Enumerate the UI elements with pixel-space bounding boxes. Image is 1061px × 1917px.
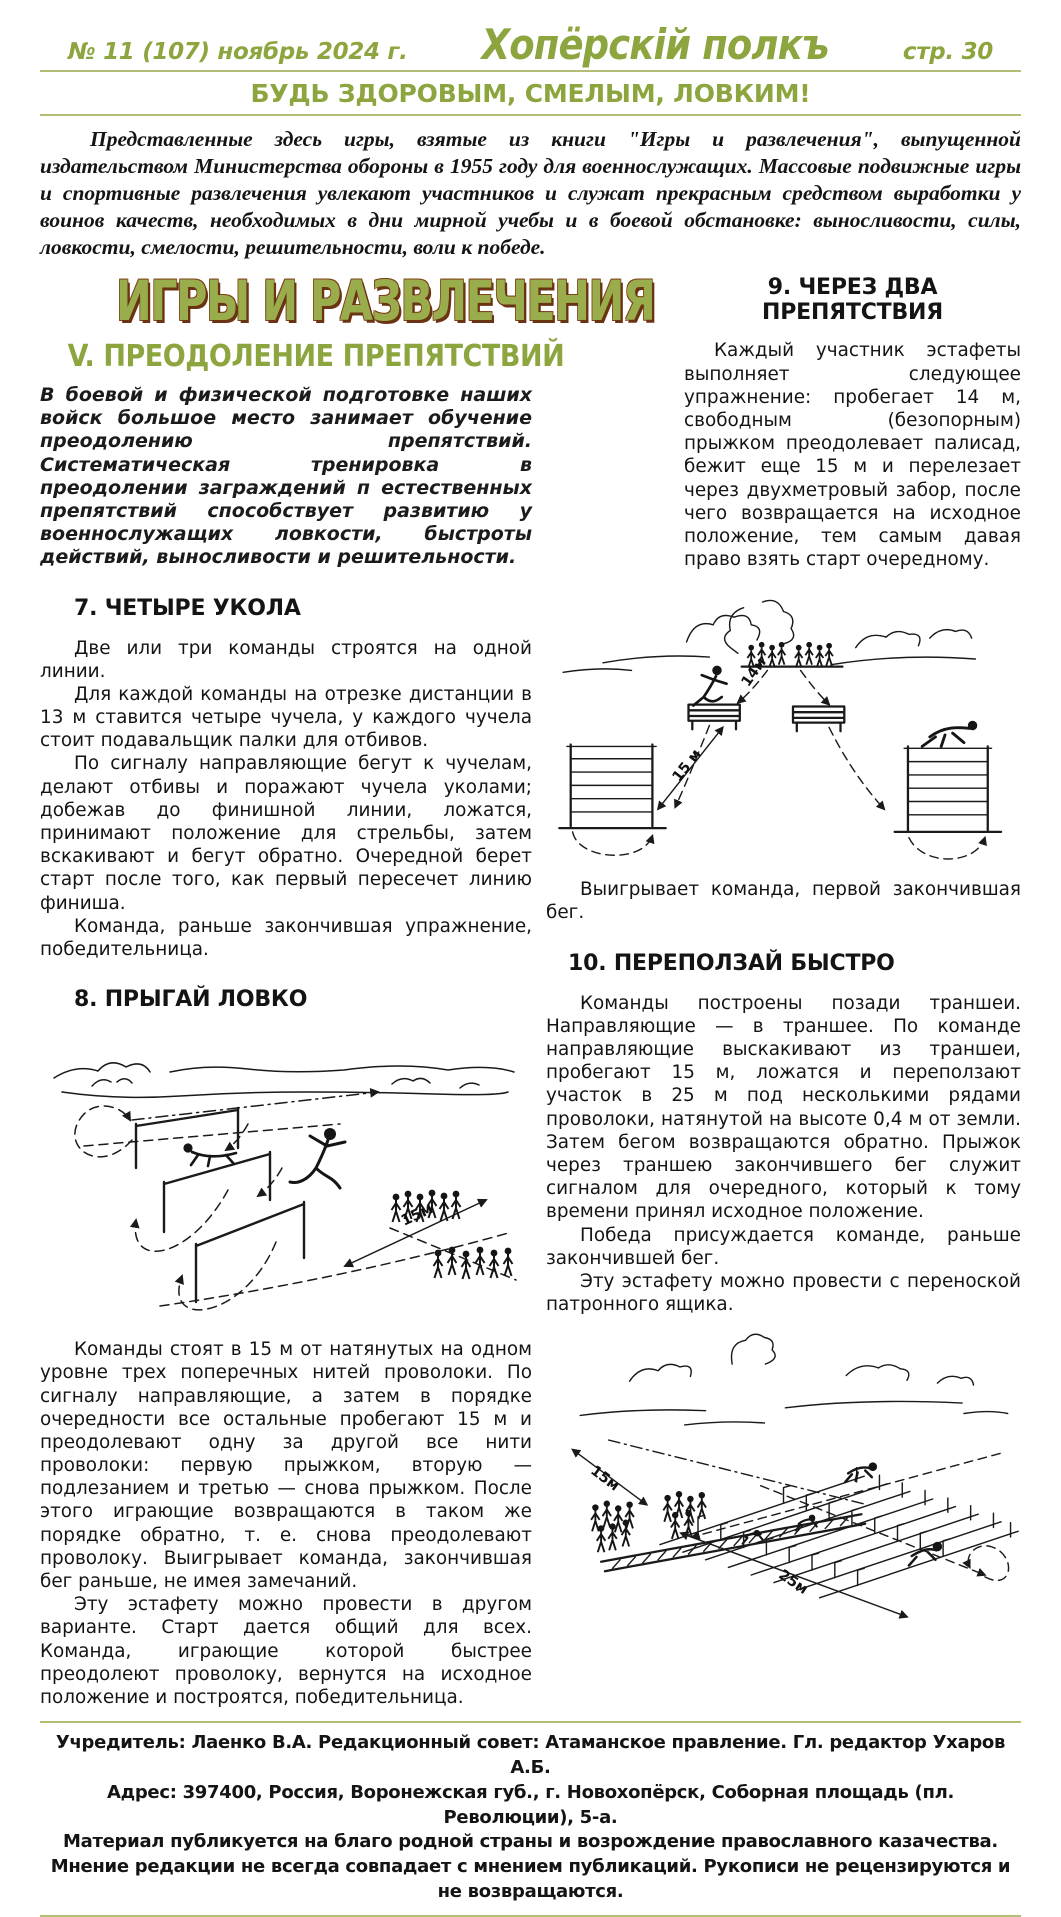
wire-gates xyxy=(136,1108,304,1302)
feature-title: ИГРЫ И РАЗВЛЕЧЕНИЯ xyxy=(115,269,655,334)
fence-right xyxy=(895,747,1001,833)
imprint-line: Материал публикуется на благо родной страны и возрождение православного казачества. xyxy=(63,1831,998,1853)
issue-number: № 11 (107) ноябрь 2024 г. xyxy=(68,39,408,65)
game-8-title: 8. ПРЫГАЙ ЛОВКО xyxy=(74,987,308,1013)
slogan-divider xyxy=(40,114,1021,116)
route-lines xyxy=(573,671,985,860)
imprint-line: Мнение редакции не всегда совпадает с мнением публикаций. Рукописи не рецензируются и не возвращаются. xyxy=(50,1856,1011,1903)
bushes-sketch xyxy=(580,1335,1008,1426)
game-7-paragraph: Две или три команды строятся на одной линии. xyxy=(40,637,532,682)
intro-paragraph: Представленные здесь игры, взятые из книги "Игры и развлечения", выпущенной издательством Министерства обороны в 1955 году для военнослужащих. Массовые подвижные игры и спортивные развлечения увлекают участников и служат прекрасным средством выработки у воинов качеств, необходимых в дни мирной учебы и в боевой обстановке: выносливости, силы, ловкости, смелости, решительности, воли к победе. xyxy=(40,127,1021,260)
imprint-footer xyxy=(40,1721,1021,1917)
imprint-line: Адрес: 397400, Россия, Воронежская губ., г. Новохопёрск, Соборная площадь (пл. Революции), 5-а. xyxy=(106,1781,955,1828)
crawler-figure xyxy=(183,1144,236,1167)
jumper-figure xyxy=(693,666,726,706)
game-8-paragraph: Команды стоят в 15 м от натянутых на одном уровне трех поперечных нитей проволоки. По сигналу направляющие, а затем в порядке очередности все остальные пробегают 15 м и преодолевают одну за другой все нити проволоки: первую прыжком, вторую — подлезанием и третью — снова прыжком. После этого играющие возвращаются в таком же порядке обратно, т. е. снова преодолевают проволоку. Выигрывает команда, закончившая бег раньше, не имея замечаний. xyxy=(40,1339,532,1593)
jump-loops xyxy=(75,1106,282,1310)
game-7-paragraph: По сигналу направляющие бегут к чучелам, делают отбивы и поражают чучела уколами; добежав до финишной линии, ложатся, принимают положение для стрельбы, затем вскакивают и бегут обратно. Очередной берет старт после того, как первый пересечет линию финиша. xyxy=(40,753,532,914)
distance-label-run: 14м xyxy=(738,655,770,691)
team-crowd xyxy=(392,1190,513,1279)
game-7-title: 7. ЧЕТЫРЕ УКОЛА xyxy=(74,595,301,621)
game-9-result: Выигрывает команда, первой закончившая бег. xyxy=(546,879,1021,924)
game-7-paragraph: Команда, раньше закончившая упражнение, победительница. xyxy=(40,915,532,960)
wire-jump-figure xyxy=(40,1028,532,1328)
left-column xyxy=(40,269,655,1709)
feature-lead: В боевой и физической подготовке наших войск большое место занимает обучение преодолению препятствий. Систематическая тренировка в преодолении заграждений п естественных препятствий способствует развитию у военнослужащих ловкости, быстроты действий, выносливости и решительности. xyxy=(40,384,532,569)
section-slogan: БУДЬ ЗДОРОВЫМ, СМЕЛЫМ, ЛОВКИМ! xyxy=(250,79,811,108)
imprint-line: Учредитель: Лаенко В.А. Редакционный совет: Атаманское правление. Гл. редактор Ухаров А.Б. xyxy=(55,1732,1006,1778)
two-obstacles-figure xyxy=(546,583,1021,868)
two-column-body xyxy=(40,271,1021,1709)
distance-label-run: 15м xyxy=(587,1463,623,1495)
newspaper-title: Хопёрскій полкъ xyxy=(481,20,829,69)
climber-figure xyxy=(922,721,977,747)
game-7-paragraph: Для каждой команды на отрезке дистанции в 13 м ставится четыре чучела, у каждого чучела стоит подавальщик палки для отбивов. xyxy=(40,683,532,752)
distance-label-fence: 15 м xyxy=(669,746,705,786)
horizon-sketch xyxy=(54,1063,514,1098)
wire-rows xyxy=(660,1468,1018,1598)
palisade-low-left xyxy=(689,705,740,730)
game-10-paragraph: Команды построены позади траншеи. Направляющие — в траншее. По команде направляющие выскакивают из траншеи, пробегают 15 м, ложатся и переползают участок в 25 м под несколькими рядами проволоки, натянутой на высоте 0,4 м от земли. Затем бегом возвращаются обратно. Прыжок через траншею закончившего бег служит сигналом для очередного, который к тому времени принял исходное положение. xyxy=(546,992,1021,1223)
page-number: стр. 30 xyxy=(902,39,993,65)
game-10-illustration xyxy=(546,1328,1021,1623)
game-8-paragraph: Эту эстафету можно провести в другом варианте. Старт дается общий для всех. Команда, играющие которой быстрее преодолеют проволоку, вернутся на исходное положение и построятся, победительница. xyxy=(40,1594,532,1708)
feature-subtitle: V. ПРЕОДОЛЕНИЕ ПРЕПЯТСТВИЙ xyxy=(67,339,565,375)
trees-sketch xyxy=(563,601,975,673)
game-9-illustration xyxy=(546,583,1021,868)
game-9-title: 9. ЧЕРЕЗ ДВА ПРЕПЯТСТВИЯ xyxy=(762,275,943,326)
right-column xyxy=(546,271,1021,1709)
fence-left xyxy=(559,745,665,829)
game-9-paragraph: Каждый участник эстафеты выполняет следующее упражнение: пробегает 14 м, свободным (безопорным) прыжком преодолевает палисад, бежит еще 15 м и перелезает через двухметровый забор, после чего возвращается на исходное положение, тем самым давая право взять старт очередному. xyxy=(684,340,1021,571)
trench xyxy=(601,1514,865,1571)
palisade-low-right xyxy=(793,707,844,732)
distance-label-crawl: 25м xyxy=(775,1567,811,1599)
masthead-row xyxy=(40,14,1021,70)
runner-figure xyxy=(290,1128,345,1188)
team-crowds xyxy=(591,1491,706,1552)
game-9-block xyxy=(684,275,1021,571)
game-10-paragraph: Победа присуждается команде, раньше закончившей бег. xyxy=(546,1224,1021,1269)
game-10-title: 10. ПЕРЕПОЛЗАЙ БЫСТРО xyxy=(568,950,895,976)
game-8-illustration xyxy=(40,1028,532,1328)
course-boundary xyxy=(609,1440,867,1505)
game-10-paragraph: Эту эстафету можно провести с переноской патронного ящика. xyxy=(546,1270,1021,1316)
crawl-course-figure xyxy=(546,1328,1021,1623)
distance-label: 15м xyxy=(398,1199,436,1230)
